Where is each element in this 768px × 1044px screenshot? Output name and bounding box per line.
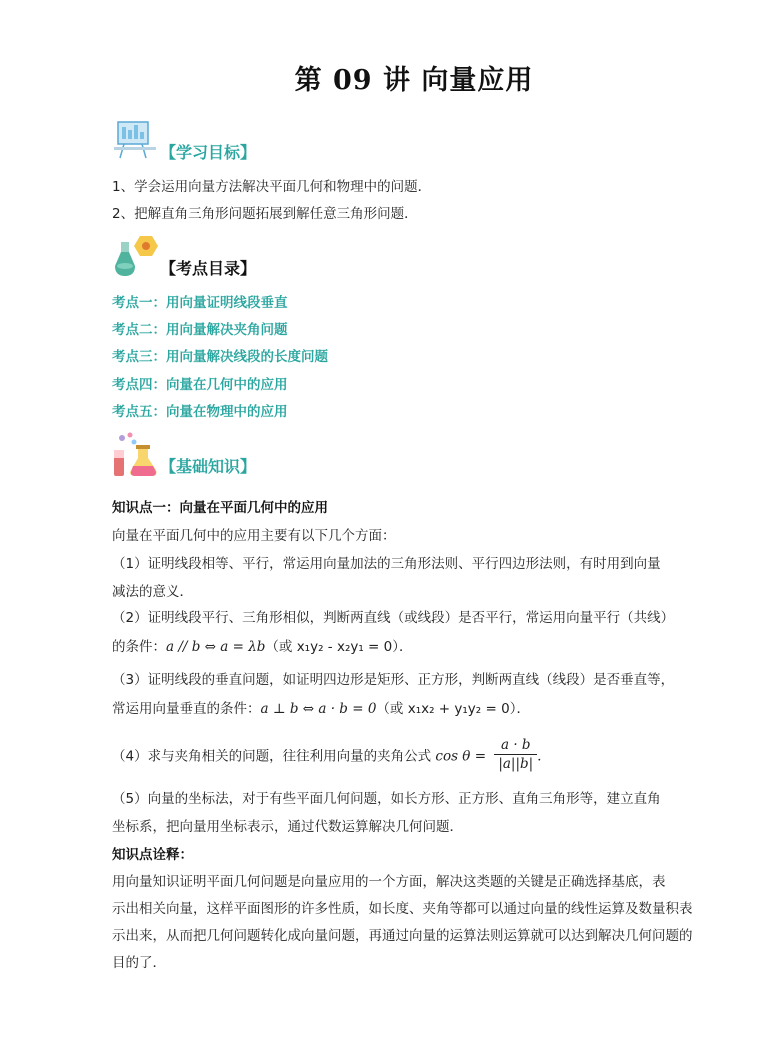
explain-line-1: 用向量知识证明平面几何问题是向量应用的一个方面，解决这类题的关键是正确选择基底，表 xyxy=(112,874,666,890)
explain-line-3: 示出来，从而把几何问题转化成向量问题，再通过向量的运算法则运算就可以达到解决几何问题的 xyxy=(112,928,693,944)
item-4-prefix: （4）求与夹角相关的问题，往往利用向量的夹角公式 xyxy=(112,748,432,765)
explain-line-4: 目的了． xyxy=(112,955,166,971)
angle-formula-numerator: a · b xyxy=(494,736,537,755)
item-2-line-b xyxy=(112,638,413,656)
page-title: 第 09 讲 向量应用 xyxy=(294,65,534,96)
catalog-item-2: 考点二：用向量解决夹角问题 xyxy=(112,322,288,338)
perpendicular-condition-formula: a ⊥ b ⇔ a · b = 0 xyxy=(260,701,377,717)
explain-line-2: 示出相关向量，这样平面图形的许多性质，如长度、夹角等都可以通过向量的线性运算及数量积表 xyxy=(112,901,693,917)
cos-theta-label: cos θ = xyxy=(435,748,487,765)
catalog-item-1: 考点一：用向量证明线段垂直 xyxy=(112,295,288,311)
study-board-icon xyxy=(112,118,158,164)
catalog-item-5: 考点五：向量在物理中的应用 xyxy=(112,404,288,420)
knowledge-intro: 向量在平面几何中的应用主要有以下几个方面： xyxy=(112,528,396,544)
item-4-line xyxy=(112,738,551,775)
section-goals-label: 【学习目标】 xyxy=(160,143,257,162)
item-4-end: ． xyxy=(537,748,551,765)
item-1-line-b: 减法的意义． xyxy=(112,584,193,600)
parallel-coordinate-condition: （或 x₁y₂ - x₂y₁ = 0）． xyxy=(265,639,413,655)
item-1-line-a: （1）证明线段相等、平行，常运用向量加法的三角形法则、平行四边形法则，有时用到向量 xyxy=(112,556,661,572)
item-3-line-b xyxy=(112,700,530,718)
flask-icon xyxy=(112,234,158,280)
catalog-item-4: 考点四：向量在几何中的应用 xyxy=(112,377,288,393)
item-5-line-a: （5）向量的坐标法，对于有些平面几何问题，如长方形、正方形、直角三角形等，建立直角 xyxy=(112,791,661,807)
perpendicular-coordinate-condition: （或 x₁x₂ + y₁y₂ = 0）． xyxy=(376,701,530,717)
goal-item-2: 2、把解直角三角形问题拓展到解任意三角形问题． xyxy=(112,206,418,222)
knowledge-point-1-title: 知识点一：向量在平面几何中的应用 xyxy=(112,500,328,516)
angle-formula-fraction xyxy=(494,736,537,773)
item-5-line-b: 坐标系，把向量用坐标表示，通过代数运算解决几何问题． xyxy=(112,819,463,835)
explain-title: 知识点诠释： xyxy=(112,847,193,863)
section-catalog-label: 【考点目录】 xyxy=(160,259,257,278)
goal-item-1: 1、学会运用向量方法解决平面几何和物理中的问题． xyxy=(112,179,432,195)
item-3-prefix: 常运用向量垂直的条件： xyxy=(112,701,261,717)
catalog-item-3: 考点三：用向量解决线段的长度问题 xyxy=(112,349,328,365)
item-2-prefix: 的条件： xyxy=(112,639,166,655)
parallel-condition-formula: a // b ⇔ a = λb xyxy=(166,639,266,655)
item-3-line-a: （3）证明线段的垂直问题，如证明四边形是矩形、正方形，判断两直线（线段）是否垂直等， xyxy=(112,672,675,688)
item-2-line-a: （2）证明线段平行、三角形相似，判断两直线（或线段）是否平行，常运用向量平行（共线） xyxy=(112,610,675,626)
chemistry-icon xyxy=(112,432,158,478)
section-basics-label: 【基础知识】 xyxy=(160,457,257,476)
angle-formula-denominator: |a||b| xyxy=(498,756,534,772)
